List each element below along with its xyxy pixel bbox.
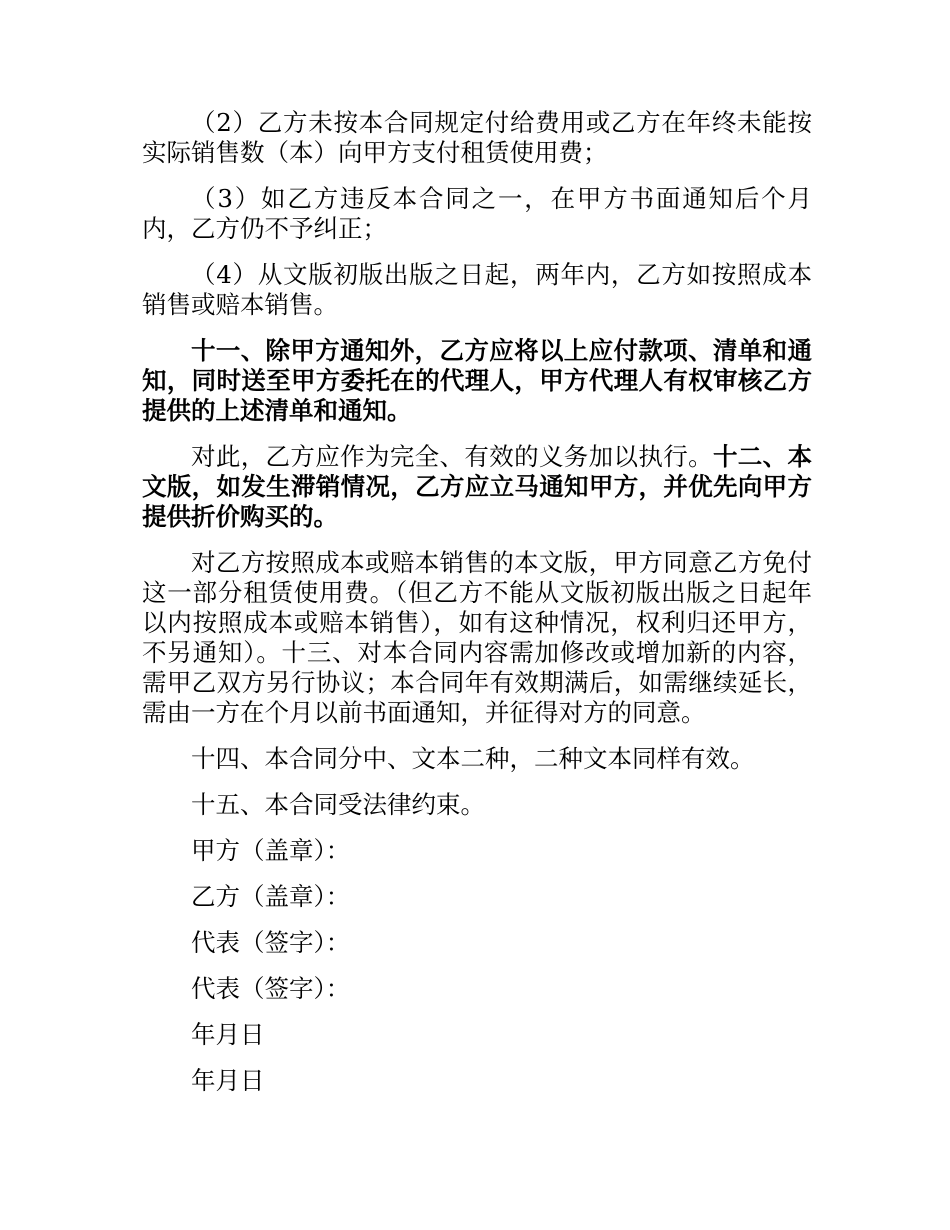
document-body — [142, 108, 812, 1112]
clause-11-continuation — [142, 442, 812, 532]
party-b-date-line: 年月日 — [191, 1066, 265, 1095]
clause-10-item-2: （2）乙方未按本合同规定付给费用或乙方在年终未能按实际销售数（本）向甲方支付租赁使用费； — [142, 108, 812, 167]
clause-10-item-4: （4）从文版初版出版之日起，两年内，乙方如按照成本销售或赔本销售。 — [142, 260, 812, 319]
party-b-representative-signature-line: 代表（签字）： — [191, 974, 351, 1003]
clause-14: 十四、本合同分中、文本二种，二种文本同样有效。 — [191, 744, 755, 773]
clause-12-heading: 十二、本文版，如发生滞销情况，乙方应立马通知甲方，并优先向甲方提供折价购买的。 — [142, 442, 812, 531]
clause-15: 十五、本合同受法律约束。 — [191, 790, 485, 819]
party-a-representative-signature-line: 代表（签字）： — [191, 928, 351, 957]
clause-11-obligation-text: 对此，乙方应作为完全、有效的义务加以执行。 — [191, 442, 713, 471]
party-b-seal-line: 乙方（盖章）： — [191, 882, 351, 911]
clause-12-13-text: 对乙方按照成本或赔本销售的本文版，甲方同意乙方免付这一部分租赁使用费。（但乙方不能从文版初版出版之日起年以内按照成本或赔本销售），如有这种情况，权利归还甲方，不另通知）。十三、对本合同内容需加修改或增加新的内容，需甲乙双方另行协议；本合同年有效期满后，如需继续延长，需由一方在个月以前书面通知，并征得对方的同意。 — [142, 548, 812, 727]
party-a-date-line: 年月日 — [191, 1020, 265, 1049]
party-a-seal-line: 甲方（盖章）： — [191, 836, 351, 865]
clause-11: 十一、除甲方通知外，乙方应将以上应付款项、清单和通知，同时送至甲方委托在的代理人，甲方代理人有权审核乙方提供的上述清单和通知。 — [142, 336, 812, 425]
clause-10-item-3: （3）如乙方违反本合同之一，在甲方书面通知后个月内，乙方仍不予纠正； — [142, 184, 812, 243]
